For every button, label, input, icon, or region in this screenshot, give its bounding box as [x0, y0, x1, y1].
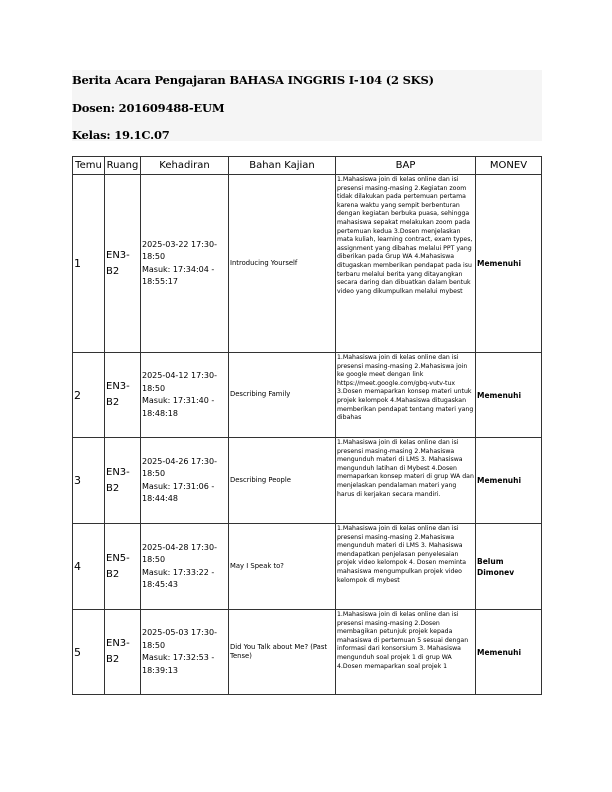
document-title: Berita Acara Pengajaran BAHASA INGGRIS I-104 (2 SKS)	[72, 73, 434, 87]
cell-kehadiran	[141, 353, 229, 438]
table-row	[73, 610, 542, 695]
cell-temu: 5	[73, 610, 105, 695]
cell-temu: 2	[73, 353, 105, 438]
cell-bap: 1.Mahasiswa join di kelas online dan isi presensi masing-masing 2.Dosen membagikan petunjuk projek kepada mahasiswa di pertemuan 5 sesuai dengan informasi dari konsorsium 3. Mahasiswa mengunduh soal projek 1 di grup WA 4.Dosen memaparkan soal projek 1	[336, 610, 476, 695]
teaching-record-table	[72, 156, 542, 695]
col-header-ruang: Ruang	[105, 157, 141, 175]
col-header-monev: MONEV	[476, 157, 542, 175]
check-in-time: Masuk: 17:31:06 - 18:44:48	[142, 481, 215, 503]
cell-ruang: EN3-B2	[105, 353, 141, 438]
col-header-temu: Temu	[73, 157, 105, 175]
cell-bap: 1.Mahasiswa join di kelas online dan isi presensi masing-masing 2.Mahasiswa mengunduh materi di LMS 3. Mahasiswa mendapatkan penjelasan penyelesaian projek video kelompok 4. Dosen meminta mahasiswa mengumpulkan projek video kelompok di mybest	[336, 524, 476, 610]
col-header-bahan-kajian: Bahan Kajian	[229, 157, 336, 175]
schedule-time: 2025-04-12 17:30-18:50	[142, 371, 217, 393]
cell-bahan-kajian: Introducing Yourself	[229, 175, 336, 353]
cell-monev: Memenuhi	[476, 175, 542, 353]
cell-kehadiran	[141, 610, 229, 695]
col-header-kehadiran: Kehadiran	[141, 157, 229, 175]
col-header-bap: BAP	[336, 157, 476, 175]
cell-temu: 1	[73, 175, 105, 353]
cell-bahan-kajian: Did You Talk about Me? (Past Tense)	[229, 610, 336, 695]
table-row	[73, 175, 542, 353]
cell-monev: Belum Dimonev	[476, 524, 542, 610]
table-row	[73, 524, 542, 610]
schedule-time: 2025-04-28 17:30-18:50	[142, 542, 217, 564]
check-in-time: Masuk: 17:31:40 - 18:48:18	[142, 396, 215, 418]
cell-bap: 1.Mahasiswa join di kelas online dan isi presensi masing-masing 2.Kegiatan zoom tidak dilakukan pada pertemuan pertama karena waktu yang sempit berbenturan dengan kegiatan berbuka puasa, sehingga mahasiswa sepakat melakukan zoom pada pertemuan kedua 3.Dosen menjelaskan mata kuliah, learning contract, exam types, assignment yang dibahas melalui PPT yang diberikan pada Grup WA 4.Mahasiswa ditugaskan memberikan pendapat pada isu terbaru melalui berita yang ditayangkan secara daring dan dibuatkan dalam bentuk video yang dikumpulkan melalui mybest	[336, 175, 476, 353]
table-row	[73, 438, 542, 524]
check-in-time: Masuk: 17:33:22 - 18:45:43	[142, 567, 215, 589]
cell-bap: 1.Mahasiswa join di kelas online dan isi presensi masing-masing 2.Mahasiswa mengunduh materi di LMS 3. Mahasiswa mengunduh latihan di Mybest 4.Dosen memaparkan konsep materi di grup WA dan menjelaskan pendalaman materi yang harus di kerjakan secara mandiri.	[336, 438, 476, 524]
schedule-time: 2025-04-26 17:30-18:50	[142, 456, 217, 478]
cell-temu: 4	[73, 524, 105, 610]
lecturer-id: Dosen: 201609488-EUM	[72, 101, 225, 115]
cell-temu: 3	[73, 438, 105, 524]
table-header-row	[73, 157, 542, 175]
cell-monev: Memenuhi	[476, 610, 542, 695]
cell-monev: Memenuhi	[476, 438, 542, 524]
cell-ruang: EN3-B2	[105, 438, 141, 524]
schedule-time: 2025-03-22 17:30-18:50	[142, 239, 217, 261]
schedule-time: 2025-05-03 17:30-18:50	[142, 628, 217, 650]
table-row	[73, 353, 542, 438]
cell-bahan-kajian: Describing People	[229, 438, 336, 524]
cell-bap: 1.Mahasiswa join di kelas online dan isi presensi masing-masing 2.Mahasiswa join ke google meet dengan link https://meet.google.com/gbq-vutv-tux 3.Dosen memaparkan konsep materi untuk projek kelompok 4.Mahasiswa ditugaskan memberikan pendapat tentang materi yang dibahas	[336, 353, 476, 438]
check-in-time: Masuk: 17:32:53 - 18:39:13	[142, 653, 215, 675]
check-in-time: Masuk: 17:34:04 - 18:55:17	[142, 264, 215, 286]
document-header	[72, 70, 542, 141]
cell-ruang: EN3-B2	[105, 175, 141, 353]
cell-kehadiran	[141, 438, 229, 524]
class-id: Kelas: 19.1C.07	[72, 128, 170, 142]
cell-monev: Memenuhi	[476, 353, 542, 438]
cell-ruang: EN5-B2	[105, 524, 141, 610]
cell-bahan-kajian: May I Speak to?	[229, 524, 336, 610]
cell-bahan-kajian: Describing Family	[229, 353, 336, 438]
cell-ruang: EN3-B2	[105, 610, 141, 695]
cell-kehadiran	[141, 175, 229, 353]
cell-kehadiran	[141, 524, 229, 610]
